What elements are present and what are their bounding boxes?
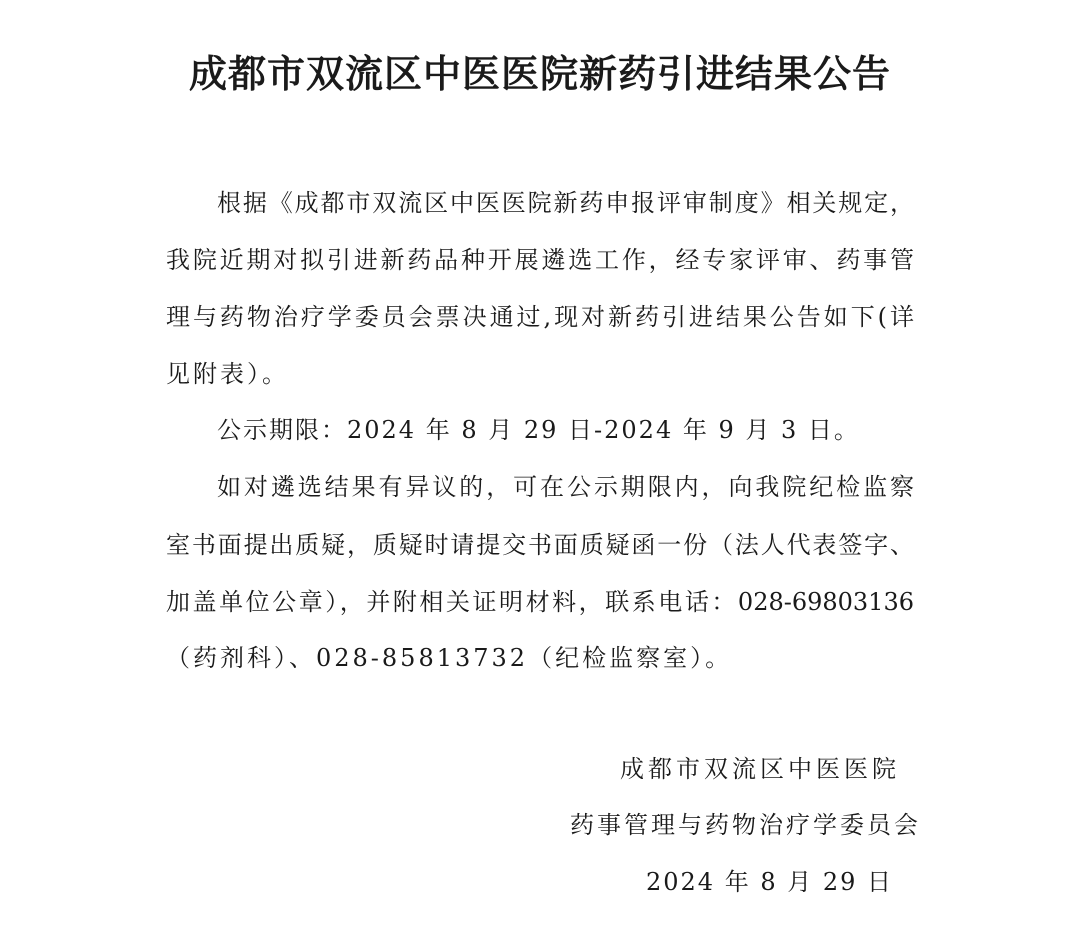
notice-period: 公示期限：2024 年 8 月 29 日-2024 年 9 月 3 日。 <box>217 416 860 444</box>
paragraph-3-line-3: 加盖单位公章），并附相关证明材料，联系电话：028-69803136 <box>166 588 914 616</box>
paragraph-3-line-4: （药剂科）、028-85813732（纪检监察室）。 <box>166 644 733 672</box>
paragraph-1-line-3: 理与药物治疗学委员会票决通过,现对新药引进结果公告如下(详 <box>166 303 914 331</box>
signature-committee: 药事管理与药物治疗学委员会 <box>570 811 921 839</box>
paragraph-3-line-1: 如对遴选结果有异议的，可在公示期限内，向我院纪检监察 <box>217 473 914 501</box>
paragraph-1-line-2: 我院近期对拟引进新药品种开展遴选工作，经专家评审、药事管 <box>166 246 914 274</box>
paragraph-1-line-1: 根据《成都市双流区中医医院新药申报评审制度》相关规定， <box>217 189 914 217</box>
page-title: 成都市双流区中医医院新药引进结果公告 <box>188 51 891 96</box>
signature-org: 成都市双流区中医医院 <box>620 755 900 783</box>
paragraph-3-line-2: 室书面提出质疑，质疑时请提交书面质疑函一份（法人代表签字、 <box>166 531 914 559</box>
signature-date: 2024 年 8 月 29 日 <box>646 868 894 896</box>
paragraph-1-line-4: 见附表）。 <box>166 360 289 388</box>
